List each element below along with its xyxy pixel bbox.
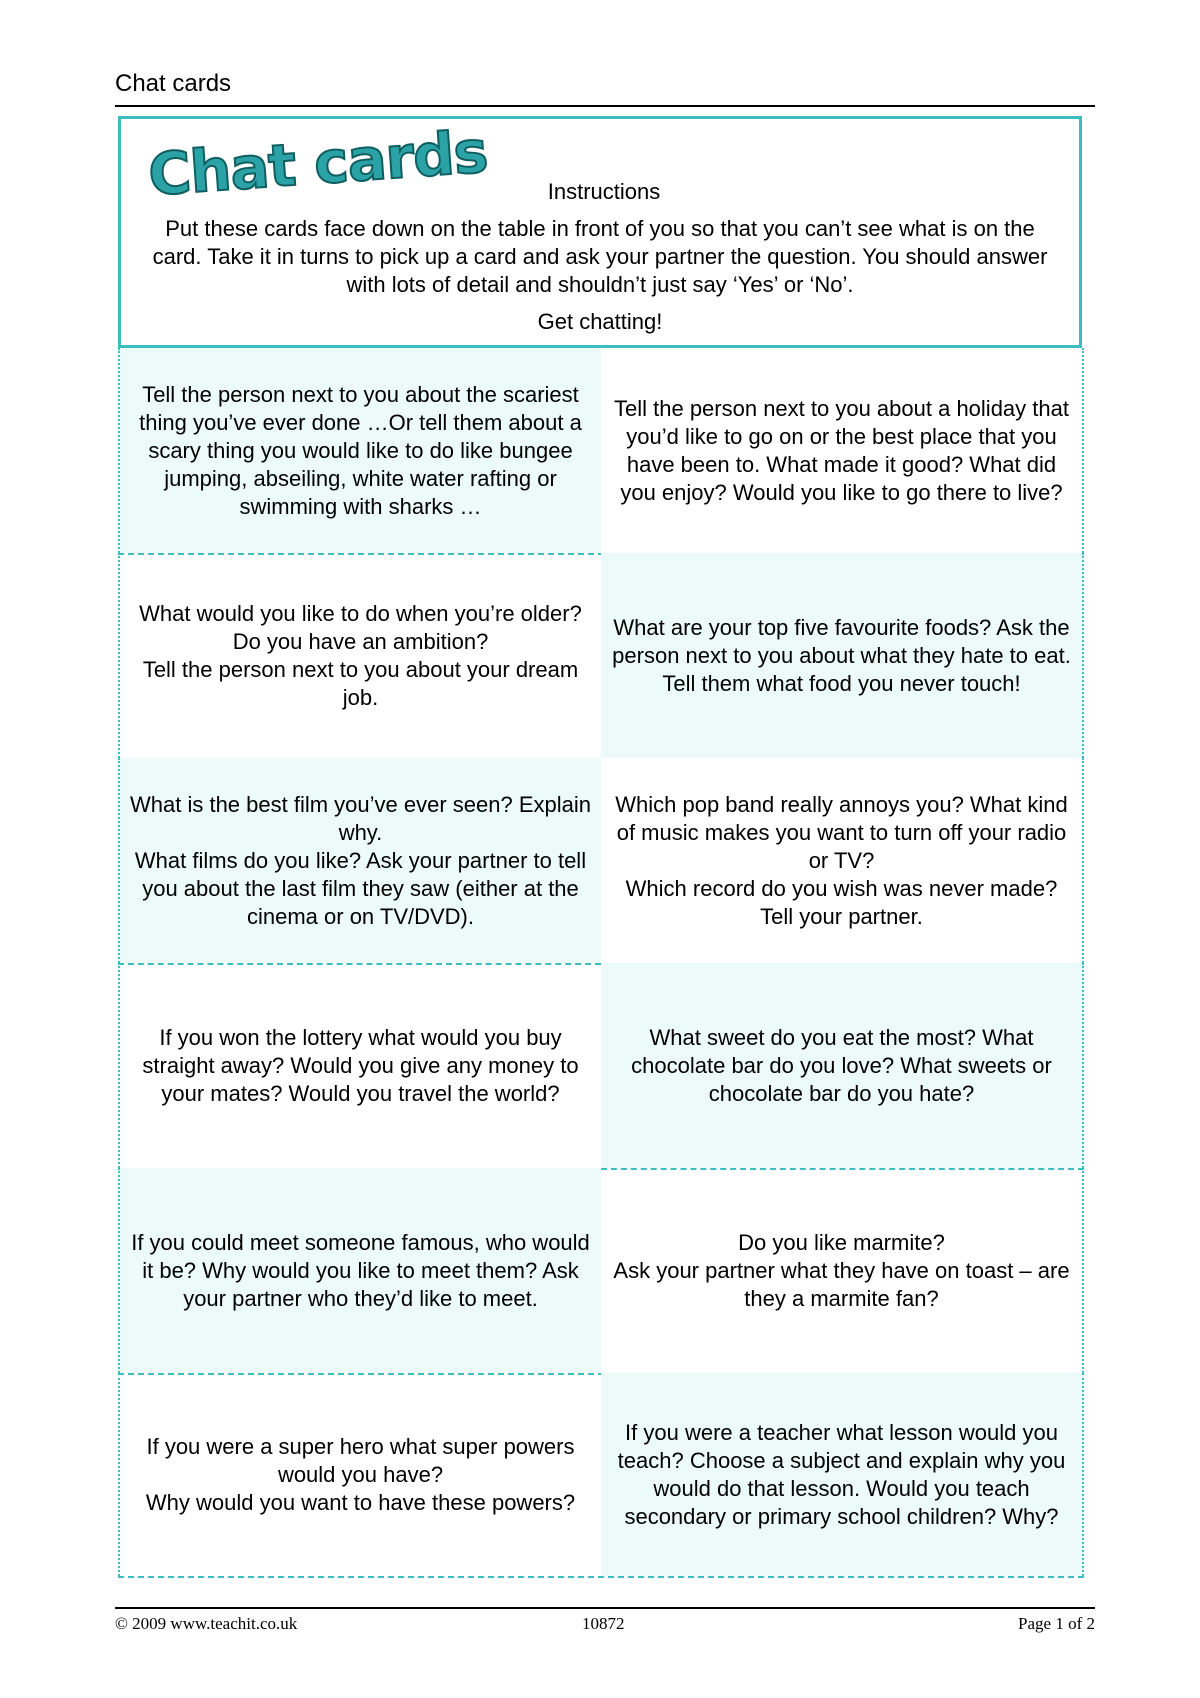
chat-card-text: What are your top five favourite foods? Ask the person next to you about what they hate to eat. Tell them what food you never touch!: [612, 614, 1071, 696]
chat-card: [118, 348, 601, 553]
chat-card: [118, 553, 601, 758]
cut-line: [118, 1576, 1084, 1578]
chat-card-text: Tell the person next to you about the scariest thing you’ve ever done …Or tell them about a scary thing you would like to do like bungee jumping, abseiling, white water rafting or swimming with sharks …: [139, 381, 582, 519]
chat-card: [601, 348, 1084, 553]
chat-card-text: Tell the person next to you about a holiday that you’d like to go on or the best place that you have been to. What made it good? What did you enjoy? Would you like to go there to live?: [614, 395, 1069, 505]
chat-card-text: What would you like to do when you’re older? Do you have an ambition? Tell the person next to you about your dream job.: [139, 600, 582, 710]
chat-card: [601, 758, 1084, 963]
footer-divider: [115, 1607, 1095, 1609]
chat-card: [601, 1373, 1084, 1576]
chat-card-text: If you were a teacher what lesson would you teach? Choose a subject and explain why you would do that lesson. Would you teach secondary or primary school children? Why?: [617, 1419, 1066, 1529]
instructions-body: Put these cards face down on the table in front of you so that you can’t see what is on the card. Take it in turns to pick up a card and ask your partner the question. You should answer with lots of detail and shouldn’t just say ‘Yes’ or ‘No’.: [152, 216, 1048, 297]
chat-card-text: Which pop band really annoys you? What kind of music makes you want to turn off your radio or TV? Which record do you wish was never made? Tell your partner.: [615, 791, 1068, 929]
chat-card: [601, 963, 1084, 1168]
instructions-box: [118, 116, 1082, 348]
chat-card-text: What sweet do you eat the most? What chocolate bar do you love? What sweets or chocolate bar do you hate?: [631, 1024, 1052, 1106]
footer-copyright: © 2009 www.teachit.co.uk: [115, 1614, 298, 1633]
chat-card-grid: [118, 348, 1084, 1576]
chat-card-text: What is the best film you’ve ever seen? Explain why. What films do you like? Ask your partner to tell you about the last film they saw (either at the cinema or on TV/DVD).: [130, 791, 592, 929]
instructions-heading: Instructions: [547, 179, 661, 204]
page-header-title: Chat cards: [115, 70, 232, 97]
chat-card: [601, 553, 1084, 758]
chat-card-text: Do you like marmite? Ask your partner what they have on toast – are they a marmite fan?: [613, 1229, 1070, 1311]
header-divider: [115, 105, 1095, 107]
chat-card-text: If you won the lottery what would you buy straight away? Would you give any money to your mates? Would you travel the world?: [142, 1024, 579, 1106]
chat-card-text: If you could meet someone famous, who would it be? Why would you like to meet them? Ask your partner who they’d like to meet.: [131, 1229, 590, 1311]
chat-card: [601, 1168, 1084, 1373]
instructions-call-to-action: Get chatting!: [537, 309, 663, 334]
chat-card: [118, 758, 601, 963]
footer-resource-code: 10872: [582, 1614, 625, 1633]
chat-card: [118, 1168, 601, 1373]
footer-page-number: Page 1 of 2: [1018, 1614, 1095, 1633]
chat-card: [118, 1373, 601, 1576]
chat-card-text: If you were a super hero what super powers would you have? Why would you want to have these powers?: [145, 1433, 576, 1515]
chat-cards-logo: Chat cards: [146, 117, 490, 209]
chat-card: [118, 963, 601, 1168]
